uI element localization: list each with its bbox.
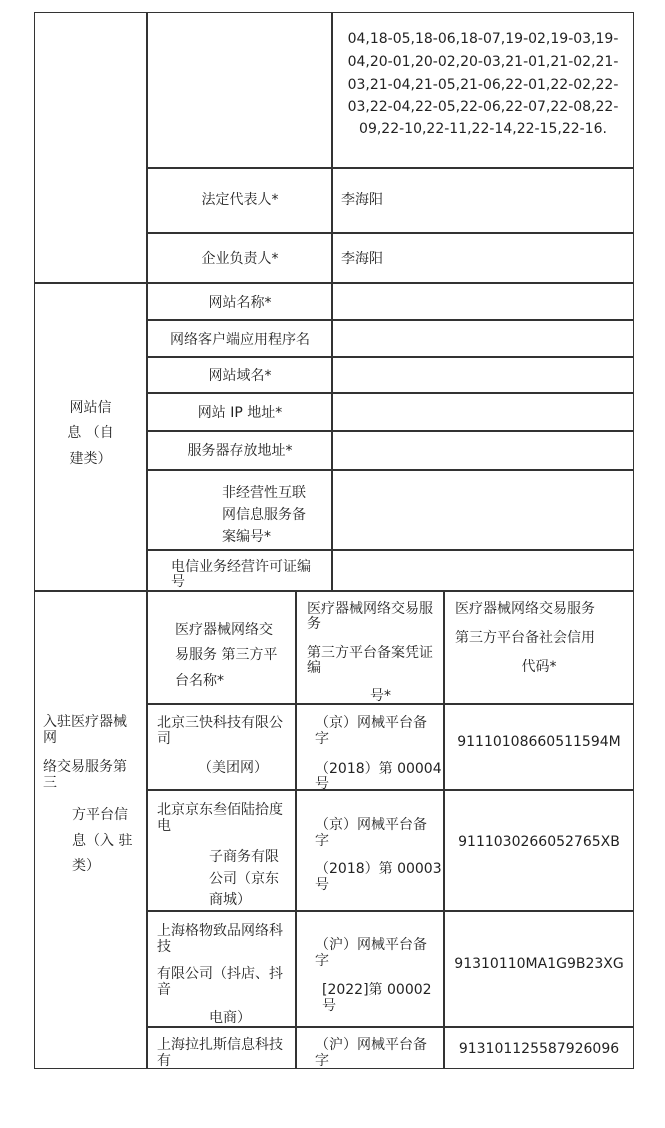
platform-header-credit: 医疗器械网络交易服务 xyxy=(455,601,595,617)
platform-header-name: 易服务 第三方平 xyxy=(175,647,278,663)
row2-name: 子商务有限 xyxy=(209,849,279,865)
row1-credit: 91110108660511594M xyxy=(457,734,621,750)
app-name-value-cell xyxy=(332,320,634,357)
platform-section-label: 入驻医疗器械 xyxy=(43,714,127,730)
row3-record: 字 xyxy=(315,953,329,969)
platform-header-credit: 代码* xyxy=(521,659,557,675)
domain-label: 网站域名* xyxy=(208,368,272,384)
row4-name: 上海拉扎斯信息科技 xyxy=(157,1037,283,1053)
icp-label: 案编号* xyxy=(222,529,271,545)
row3-name: 上海格物致品网络科 xyxy=(157,923,283,939)
row1-record: 字 xyxy=(315,731,329,747)
platform-section-label: 络交易服务第 xyxy=(43,759,127,775)
platform-header-name: 医疗器械网络交 xyxy=(175,622,273,638)
platform-header-record: 号* xyxy=(370,688,391,704)
row2-credit: 9111030266052765XB xyxy=(458,834,620,850)
website-section-label: 网站信 xyxy=(69,400,112,416)
row2-name: 商城） xyxy=(209,892,251,908)
responsible-value: 李海阳 xyxy=(341,251,383,267)
codes-label-cell xyxy=(147,12,332,168)
row1-record: （京）网械平台备 xyxy=(315,715,427,731)
codes-line: 03,21-04,21-05,21-06,22-01,22-02,22- xyxy=(347,77,619,93)
row4-credit: 913101125587926096 xyxy=(458,1041,620,1057)
row2-record: （京）网械平台备 xyxy=(315,817,427,833)
platform-header-record: 编 xyxy=(307,660,321,676)
row2-record: （2018）第 00003 xyxy=(315,861,442,877)
website-section-label: 息 （自 xyxy=(67,425,114,441)
row4-record: 字 xyxy=(315,1053,329,1069)
platform-section-label: 息（入 驻 xyxy=(72,833,133,849)
row3-name: 有限公司（抖店、抖 xyxy=(157,966,283,982)
row1-name: （美团网） xyxy=(198,760,268,776)
row2-record: 字 xyxy=(315,833,329,849)
codes-line: 09,22-10,22-11,22-14,22-15,22-16. xyxy=(359,121,607,137)
website-section-label: 建类） xyxy=(69,451,112,467)
platform-section-cell xyxy=(34,591,147,1069)
row3-record: [2022]第 00002 xyxy=(322,982,432,998)
telecom-label: 电信业务经营许可证编 xyxy=(171,559,311,575)
row1-name: 司 xyxy=(157,731,171,747)
row3-record: （沪）网械平台备 xyxy=(315,937,427,953)
codes-line: 03,22-04,22-05,22-06,22-07,22-08,22- xyxy=(347,99,619,115)
icp-label: 网信息服务备 xyxy=(222,507,306,523)
platform-header-record: 第三方平台备案凭证 xyxy=(307,645,433,661)
domain-value-cell xyxy=(332,357,634,393)
platform-section-label: 类） xyxy=(72,858,100,874)
website-name-label: 网站名称* xyxy=(208,295,272,311)
telecom-value-cell xyxy=(332,550,634,591)
server-value-cell xyxy=(332,431,634,470)
telecom-label: 号 xyxy=(171,574,185,590)
row3-credit: 91310110MA1G9B23XG xyxy=(454,956,624,972)
codes-line: 04,20-01,20-02,20-03,21-01,21-02,21- xyxy=(347,54,619,70)
row3-name: 电商） xyxy=(209,1010,251,1026)
platform-header-credit: 第三方平台备社会信用 xyxy=(455,630,595,646)
ip-label: 网站 IP 地址* xyxy=(197,405,283,421)
responsible-label: 企业负责人* xyxy=(201,251,279,267)
row3-record: 号 xyxy=(322,998,336,1014)
codes-line: 04,18-05,18-06,18-07,19-02,19-03,19- xyxy=(347,31,619,47)
row2-name: 北京京东叁佰陆拾度 xyxy=(157,802,283,818)
row1-record: 号 xyxy=(315,776,329,792)
platform-header-record: 务 xyxy=(307,616,321,632)
row1-record: （2018）第 00004 xyxy=(315,761,442,777)
row1-name: 北京三快科技有限公 xyxy=(157,715,283,731)
platform-header-record: 医疗器械网络交易服 xyxy=(307,601,433,617)
legal-rep-value: 李海阳 xyxy=(341,192,383,208)
top-section-left-cell xyxy=(34,12,147,283)
legal-rep-label: 法定代表人* xyxy=(201,192,279,208)
app-name-label: 网络客户端应用程序名 xyxy=(170,332,310,348)
platform-section-label: 网 xyxy=(43,730,57,746)
platform-section-label: 方平台信 xyxy=(72,807,128,823)
platform-header-name: 台名称* xyxy=(175,673,224,689)
row3-name: 技 xyxy=(157,939,171,955)
row4-record: （沪）网械平台备 xyxy=(315,1037,427,1053)
row2-record: 号 xyxy=(315,877,329,893)
row2-name: 公司（京东 xyxy=(209,871,279,887)
icp-value-cell xyxy=(332,470,634,550)
ip-value-cell xyxy=(332,393,634,431)
row4-name: 有 xyxy=(157,1053,171,1069)
server-label: 服务器存放地址* xyxy=(187,443,293,459)
website-name-value-cell xyxy=(332,283,634,320)
row3-name: 音 xyxy=(157,982,171,998)
icp-label: 非经营性互联 xyxy=(222,485,306,501)
row2-name: 电 xyxy=(157,818,171,834)
platform-section-label: 三 xyxy=(43,775,57,791)
